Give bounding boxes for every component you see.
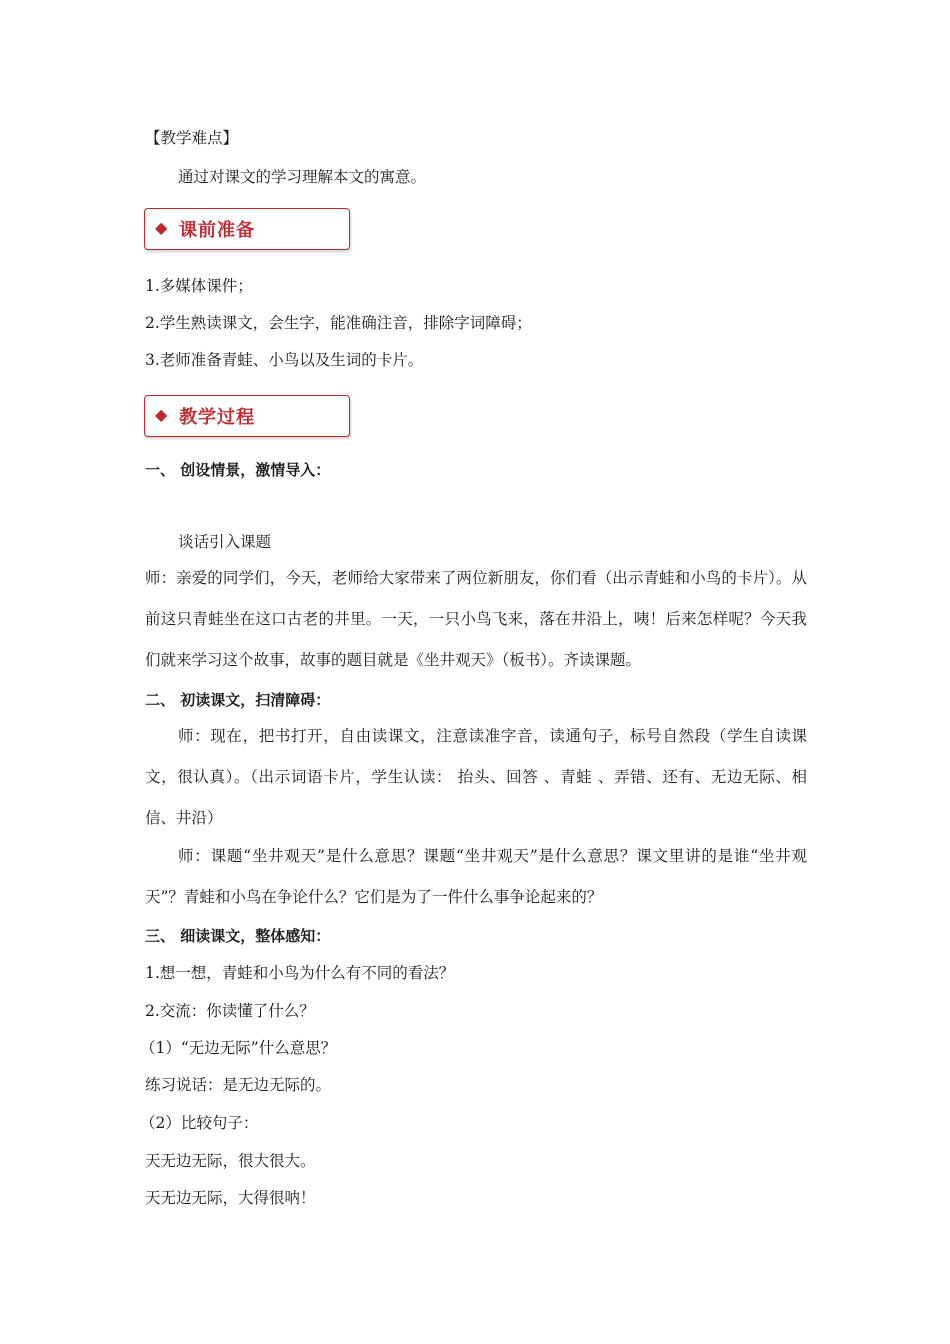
part3-line: （2）比较句子： xyxy=(140,1114,259,1132)
process-section-header xyxy=(144,395,350,437)
prep-item: 2.学生熟读课文，会生字，能准确注音，排除字词障碍； xyxy=(145,314,532,332)
prep-section-title: 课前准备 xyxy=(179,220,255,241)
difficulty-heading: 【教学难点】 xyxy=(145,129,239,147)
process-section-title: 教学过程 xyxy=(179,407,255,428)
part3-line: 天无边无际，大得很呐！ xyxy=(145,1189,316,1207)
part1-subheading: 谈话引入课题 xyxy=(178,533,272,551)
difficulty-text: 通过对课文的学习理解本文的寓意。 xyxy=(178,168,427,186)
part2-paragraph-1: 师：现在，把书打开，自由读课文，注意读准字音，读通句子，标号自然段（学生自读课文，很认真）。（出示词语卡片，学生认读： 抬头、回答 、青蛙 、弄错、还有、无边无际、相信、井沿） xyxy=(145,727,807,827)
part3-line: 天无边无际，很大很大。 xyxy=(145,1152,316,1170)
part2-heading: 二、 初读课文，扫清障碍： xyxy=(145,691,331,709)
part3-line: （1）“无边无际”什么意思？ xyxy=(140,1039,337,1057)
part3-heading: 三、 细读课文，整体感知： xyxy=(145,927,331,945)
prep-item: 3.老师准备青蛙、小鸟以及生词的卡片。 xyxy=(145,351,424,369)
diamond-icon: ◆ xyxy=(155,405,168,424)
part1-heading: 一、 创设情景，激情导入： xyxy=(145,461,331,479)
part3-line: 2.交流：你读懂了什么？ xyxy=(145,1002,315,1020)
part3-line: 练习说话：是无边无际的。 xyxy=(145,1076,332,1094)
part1-paragraph: 师：亲爱的同学们，今天，老师给大家带来了两位新朋友，你们看（出示青蛙和小鸟的卡片）。从前这只青蛙坐在这口古老的井里。一天，一只小鸟飞来，落在井沿上，咦！后来怎样呢？今天我们就来学习这个故事，故事的题目就是《坐井观天》（板书）。齐读课题。 xyxy=(145,569,807,669)
prep-section-header xyxy=(144,208,350,250)
diamond-icon: ◆ xyxy=(155,218,168,237)
part2-paragraph-2: 师：课题“坐井观天”是什么意思？课题“坐井观天”是什么意思？课文里讲的是谁“坐井观天”？青蛙和小鸟在争论什么？它们是为了一件什么事争论起来的？ xyxy=(145,847,807,906)
prep-item: 1.多媒体课件； xyxy=(145,277,253,295)
part3-line: 1.想一想，青蛙和小鸟为什么有不同的看法？ xyxy=(145,964,455,982)
